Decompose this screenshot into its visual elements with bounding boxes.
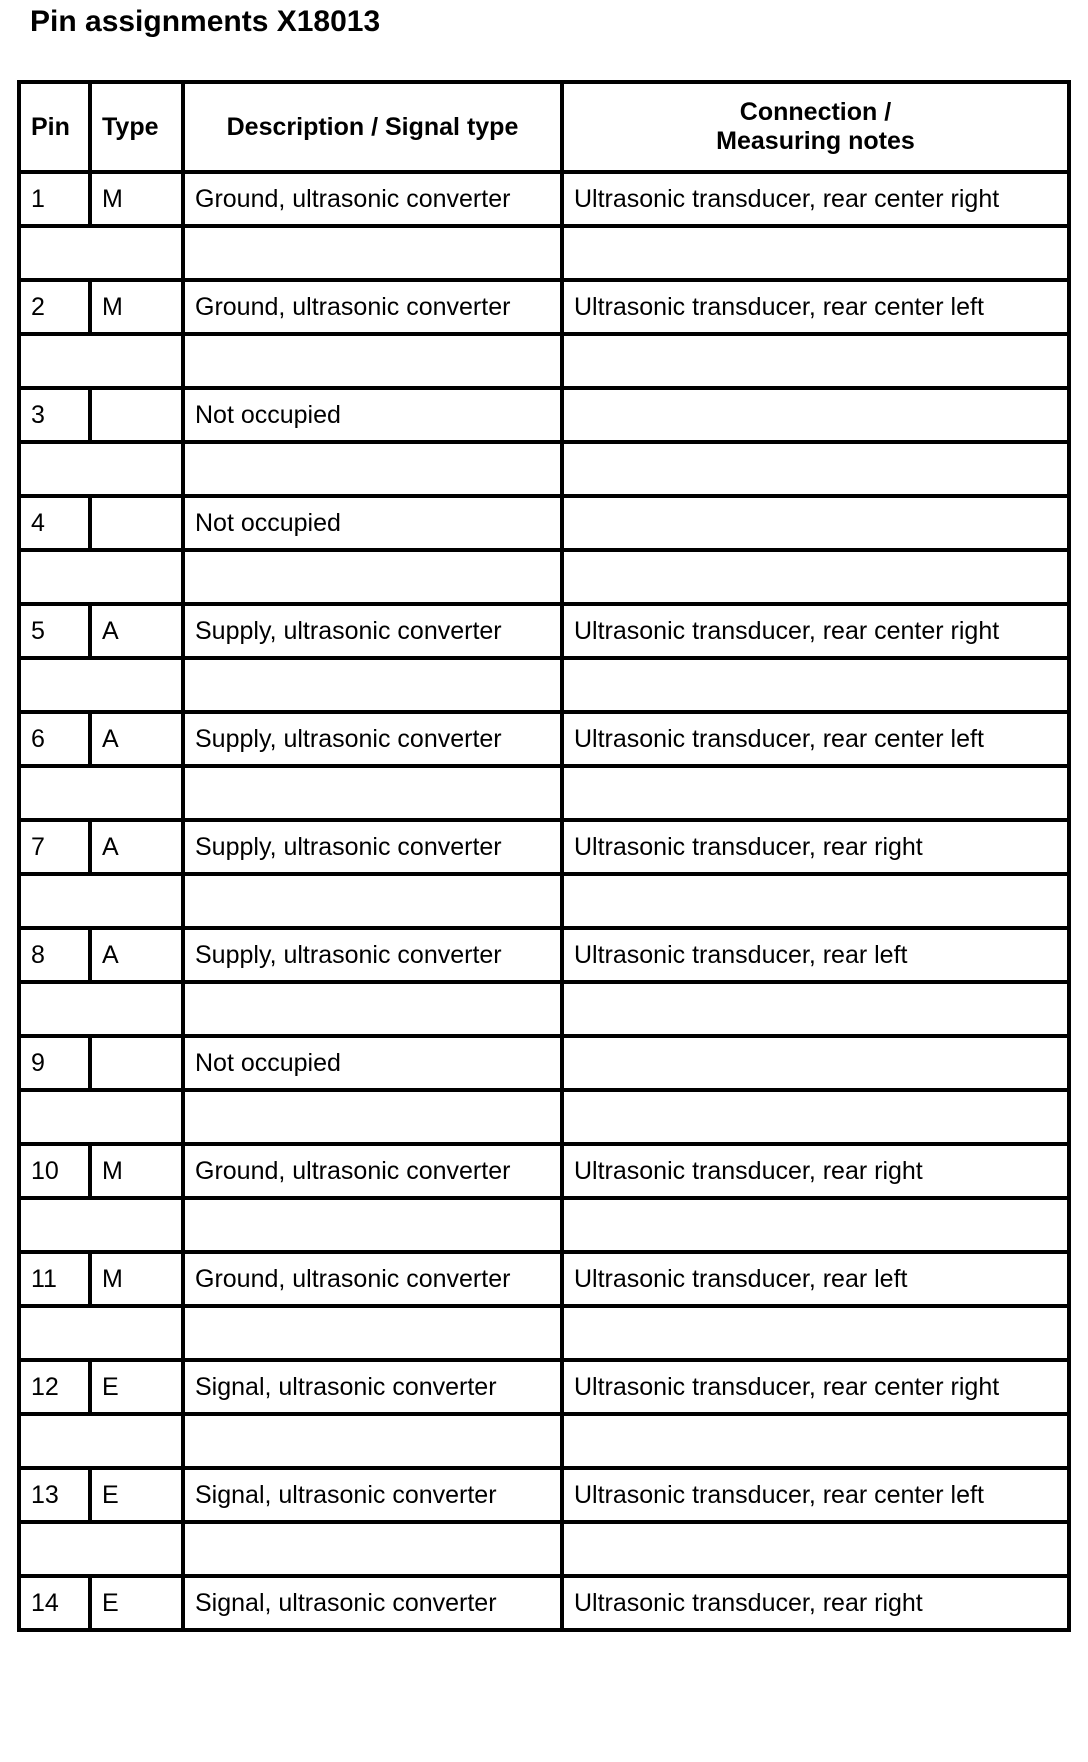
cell-pin: 6 bbox=[19, 712, 90, 766]
spacer-cell bbox=[183, 226, 562, 280]
spacer-cell bbox=[183, 766, 562, 820]
spacer-cell bbox=[562, 874, 1069, 928]
cell-description: Signal, ultrasonic converter bbox=[183, 1360, 562, 1414]
cell-connection: Ultrasonic transducer, rear right bbox=[562, 1144, 1069, 1198]
cell-pin: 14 bbox=[19, 1576, 90, 1630]
cell-description: Supply, ultrasonic converter bbox=[183, 604, 562, 658]
spacer-cell bbox=[19, 1198, 183, 1252]
pin-assignment-table bbox=[17, 80, 1071, 1632]
spacer-cell bbox=[183, 1090, 562, 1144]
spacer-row bbox=[19, 982, 1069, 1036]
spacer-row bbox=[19, 766, 1069, 820]
spacer-row bbox=[19, 334, 1069, 388]
table-row bbox=[19, 820, 1069, 874]
spacer-cell bbox=[183, 550, 562, 604]
cell-type: A bbox=[90, 928, 183, 982]
spacer-row bbox=[19, 874, 1069, 928]
cell-pin: 10 bbox=[19, 1144, 90, 1198]
spacer-cell bbox=[562, 1414, 1069, 1468]
cell-connection: Ultrasonic transducer, rear center right bbox=[562, 172, 1069, 226]
spacer-row bbox=[19, 1414, 1069, 1468]
cell-pin: 11 bbox=[19, 1252, 90, 1306]
header-connection-line1: Connection / bbox=[739, 98, 892, 126]
spacer-cell bbox=[183, 1306, 562, 1360]
cell-type: M bbox=[90, 1252, 183, 1306]
cell-pin: 4 bbox=[19, 496, 90, 550]
header-description: Description / Signal type bbox=[183, 82, 562, 172]
spacer-cell bbox=[19, 1414, 183, 1468]
spacer-cell bbox=[19, 226, 183, 280]
table-row bbox=[19, 1468, 1069, 1522]
spacer-cell bbox=[19, 658, 183, 712]
spacer-cell bbox=[183, 658, 562, 712]
cell-description: Signal, ultrasonic converter bbox=[183, 1468, 562, 1522]
table-row bbox=[19, 604, 1069, 658]
spacer-cell bbox=[183, 874, 562, 928]
cell-type: A bbox=[90, 604, 183, 658]
spacer-cell bbox=[562, 334, 1069, 388]
table-body bbox=[19, 172, 1069, 1630]
page-title: Pin assignments X18013 bbox=[30, 5, 381, 38]
spacer-cell bbox=[562, 658, 1069, 712]
spacer-cell bbox=[183, 1198, 562, 1252]
spacer-cell bbox=[562, 1522, 1069, 1576]
spacer-cell bbox=[19, 874, 183, 928]
spacer-cell bbox=[19, 982, 183, 1036]
header-connection-line2: Measuring notes bbox=[716, 127, 915, 155]
cell-description: Ground, ultrasonic converter bbox=[183, 280, 562, 334]
table-row bbox=[19, 280, 1069, 334]
table-row bbox=[19, 1252, 1069, 1306]
cell-description: Ground, ultrasonic converter bbox=[183, 1252, 562, 1306]
spacer-row bbox=[19, 1198, 1069, 1252]
table-row bbox=[19, 1360, 1069, 1414]
spacer-cell bbox=[19, 1306, 183, 1360]
cell-description: Supply, ultrasonic converter bbox=[183, 820, 562, 874]
cell-description: Supply, ultrasonic converter bbox=[183, 712, 562, 766]
cell-type bbox=[90, 496, 183, 550]
cell-pin: 7 bbox=[19, 820, 90, 874]
cell-connection: Ultrasonic transducer, rear center left bbox=[562, 280, 1069, 334]
spacer-cell bbox=[19, 442, 183, 496]
cell-connection: Ultrasonic transducer, rear center left bbox=[562, 1468, 1069, 1522]
spacer-cell bbox=[562, 1090, 1069, 1144]
spacer-row bbox=[19, 1090, 1069, 1144]
spacer-cell bbox=[19, 766, 183, 820]
cell-pin: 3 bbox=[19, 388, 90, 442]
cell-pin: 8 bbox=[19, 928, 90, 982]
cell-connection: Ultrasonic transducer, rear right bbox=[562, 820, 1069, 874]
cell-type bbox=[90, 388, 183, 442]
cell-type: A bbox=[90, 712, 183, 766]
cell-description: Not occupied bbox=[183, 496, 562, 550]
cell-type: E bbox=[90, 1360, 183, 1414]
table-row bbox=[19, 712, 1069, 766]
spacer-cell bbox=[183, 442, 562, 496]
cell-connection: Ultrasonic transducer, rear left bbox=[562, 928, 1069, 982]
spacer-cell bbox=[562, 766, 1069, 820]
cell-type bbox=[90, 1036, 183, 1090]
cell-type: A bbox=[90, 820, 183, 874]
spacer-cell bbox=[183, 982, 562, 1036]
spacer-cell bbox=[19, 1522, 183, 1576]
spacer-cell bbox=[562, 1306, 1069, 1360]
spacer-cell bbox=[562, 1198, 1069, 1252]
cell-connection bbox=[562, 496, 1069, 550]
table-row bbox=[19, 1576, 1069, 1630]
cell-pin: 1 bbox=[19, 172, 90, 226]
table-row bbox=[19, 1144, 1069, 1198]
cell-type: E bbox=[90, 1576, 183, 1630]
cell-type: E bbox=[90, 1468, 183, 1522]
table-row bbox=[19, 388, 1069, 442]
cell-pin: 13 bbox=[19, 1468, 90, 1522]
spacer-cell bbox=[19, 1090, 183, 1144]
spacer-cell bbox=[183, 334, 562, 388]
table-row bbox=[19, 1036, 1069, 1090]
spacer-row bbox=[19, 442, 1069, 496]
cell-connection: Ultrasonic transducer, rear center right bbox=[562, 604, 1069, 658]
spacer-cell bbox=[183, 1522, 562, 1576]
cell-connection: Ultrasonic transducer, rear center left bbox=[562, 712, 1069, 766]
table-row bbox=[19, 928, 1069, 982]
cell-connection: Ultrasonic transducer, rear right bbox=[562, 1576, 1069, 1630]
header-row bbox=[19, 82, 1069, 172]
cell-pin: 5 bbox=[19, 604, 90, 658]
spacer-cell bbox=[562, 442, 1069, 496]
spacer-cell bbox=[19, 550, 183, 604]
spacer-row bbox=[19, 1306, 1069, 1360]
header-pin: Pin bbox=[19, 82, 90, 172]
table-row bbox=[19, 172, 1069, 226]
cell-pin: 9 bbox=[19, 1036, 90, 1090]
spacer-row bbox=[19, 550, 1069, 604]
spacer-row bbox=[19, 1522, 1069, 1576]
cell-connection bbox=[562, 388, 1069, 442]
cell-pin: 2 bbox=[19, 280, 90, 334]
cell-description: Signal, ultrasonic converter bbox=[183, 1576, 562, 1630]
spacer-row bbox=[19, 226, 1069, 280]
cell-description: Ground, ultrasonic converter bbox=[183, 1144, 562, 1198]
cell-connection: Ultrasonic transducer, rear center right bbox=[562, 1360, 1069, 1414]
cell-connection: Ultrasonic transducer, rear left bbox=[562, 1252, 1069, 1306]
spacer-cell bbox=[19, 334, 183, 388]
cell-description: Ground, ultrasonic converter bbox=[183, 172, 562, 226]
header-type: Type bbox=[90, 82, 183, 172]
header-connection bbox=[562, 82, 1069, 172]
cell-description: Supply, ultrasonic converter bbox=[183, 928, 562, 982]
spacer-cell bbox=[562, 226, 1069, 280]
spacer-row bbox=[19, 658, 1069, 712]
cell-type: M bbox=[90, 280, 183, 334]
cell-description: Not occupied bbox=[183, 388, 562, 442]
spacer-cell bbox=[562, 982, 1069, 1036]
table-row bbox=[19, 496, 1069, 550]
spacer-cell bbox=[183, 1414, 562, 1468]
cell-type: M bbox=[90, 172, 183, 226]
cell-connection bbox=[562, 1036, 1069, 1090]
cell-description: Not occupied bbox=[183, 1036, 562, 1090]
spacer-cell bbox=[562, 550, 1069, 604]
cell-pin: 12 bbox=[19, 1360, 90, 1414]
cell-type: M bbox=[90, 1144, 183, 1198]
